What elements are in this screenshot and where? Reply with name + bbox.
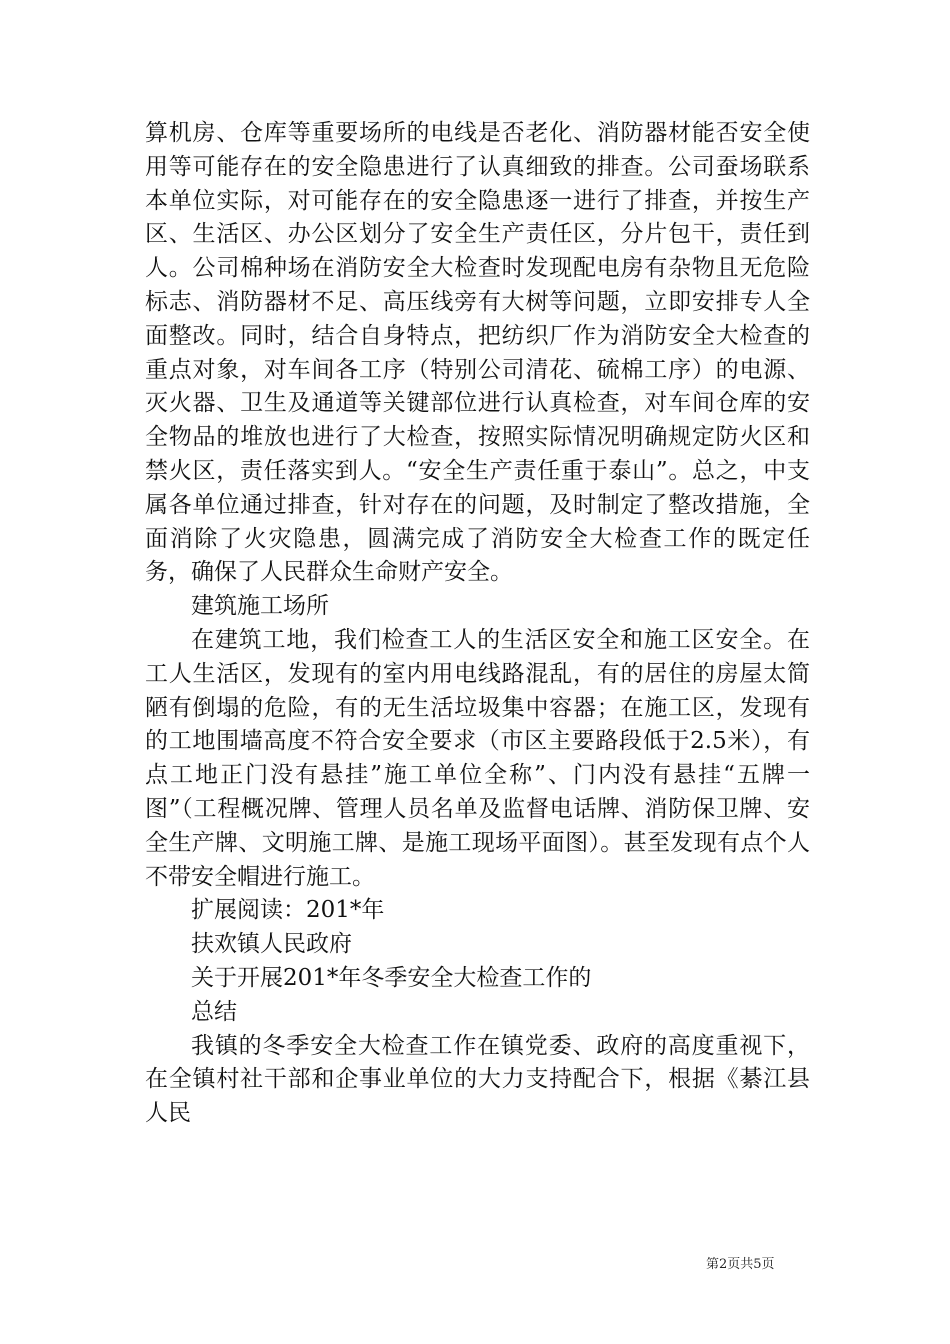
paragraph: 我镇的冬季安全大检查工作在镇党委、政府的高度重视下，在全镇村社干部和企事业单位的大力支持配合下，根据《綦江县人民	[145, 1032, 810, 1127]
section-heading: 建筑施工场所	[191, 593, 329, 620]
document-body	[145, 117, 810, 1131]
extended-reading-label: 扩展阅读：201*年	[191, 897, 385, 924]
page-number-footer: 第2页共5页	[706, 1257, 775, 1272]
paragraph: 算机房、仓库等重要场所的电线是否老化、消防器材能否安全使用等可能存在的安全隐患进行了认真细致的排查。公司蚕场联系本单位实际，对可能存在的安全隐患逐一进行了排查，并按生产区、生活区、办公区划分了安全生产责任区，分片包干，责任到人。公司棉种场在消防安全大检查时发现配电房有杂物且无危险标志、消防器材不足、高压线旁有大树等问题，立即安排专人全面整改。同时，结合自身特点，把纺织厂作为消防安全大检查的重点对象，对车间各工序（特别公司清花、硫棉工序）的电源、灭火器、卫生及通道等关键部位进行认真检查，对车间仓库的安全物品的堆放也进行了大检查，按照实际情况明确规定防火区和禁火区，责任落实到人。“安全生产责任重于泰山”。总之，中支属各单位通过排查，针对存在的问题，及时制定了整改措施，全面消除了火灾隐患，圆满完成了消防安全大检查工作的既定任务，确保了人民群众生命财产安全。	[145, 120, 810, 586]
paragraph: 在建筑工地，我们检查工人的生活区安全和施工区安全。在工人生活区，发现有的室内用电线路混乱，有的居住的房屋太简陋有倒塌的危险，有的无生活垃圾集中容器；在施工区，发现有的工地围墙高度不符合安全要求（市区主要路段低于2.5米），有点工地正门没有悬挂”施工单位全称”、门内没有悬挂“五牌一图”（工程概况牌、管理人员名单及监督电话牌、消防保卫牌、安全生产牌、文明施工牌、是施工现场平面图）。甚至发现有点个人不带安全帽进行施工。	[145, 626, 810, 890]
document-title-line: 总结	[191, 998, 237, 1025]
document-title-line: 关于开展201*年冬季安全大检查工作的	[191, 964, 592, 991]
issuer-line: 扶欢镇人民政府	[191, 931, 352, 958]
